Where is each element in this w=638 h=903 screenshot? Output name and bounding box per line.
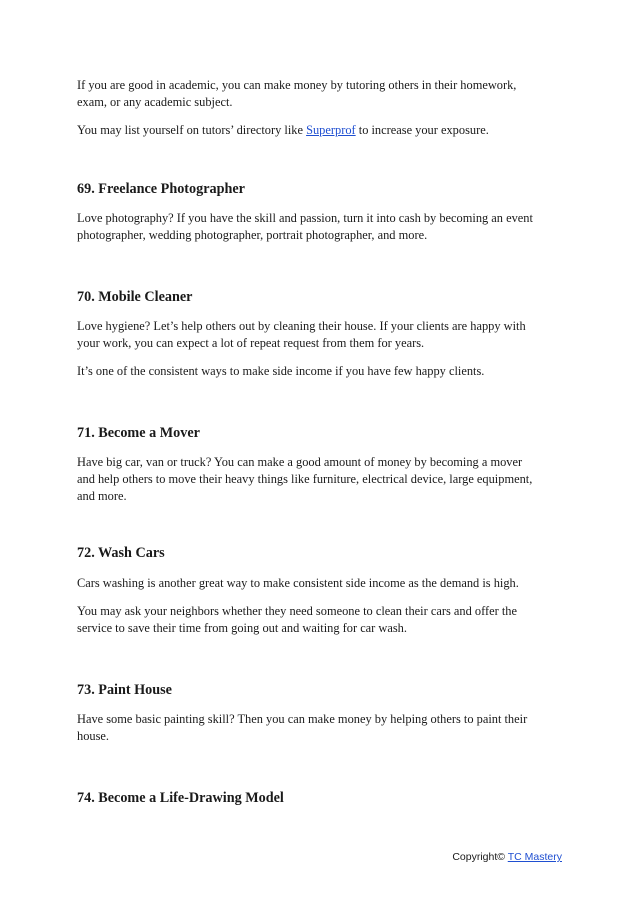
- section-70-line-1: Love hygiene? Let’s help others out by cleaning their house. If your clients are happy with: [77, 319, 526, 333]
- superprof-link[interactable]: Superprof: [306, 123, 356, 137]
- section-72-line-1: Cars washing is another great way to make consistent side income as the demand is high.: [77, 576, 519, 590]
- intro-text-before-link: You may list yourself on tutors’ directory like: [77, 123, 307, 137]
- intro-paragraph-2: [77, 122, 567, 139]
- section-heading-73: 73. Paint House: [77, 682, 172, 698]
- section-71-line-1: Have big car, van or truck? You can make a good amount of money by becoming a mover: [77, 455, 523, 469]
- page-footer: [452, 851, 562, 863]
- section-73-line-1: Have some basic painting skill? Then you can make money by helping others to paint their: [77, 712, 528, 726]
- copyright-text: Copyright©: [452, 851, 508, 863]
- section-heading-72: 72. Wash Cars: [77, 545, 165, 561]
- intro-paragraph-line-2: exam, or any academic subject.: [77, 95, 233, 109]
- section-72-line-2: You may ask your neighbors whether they need someone to clean their cars and offer the: [77, 604, 517, 618]
- section-heading-74: 74. Become a Life-Drawing Model: [77, 790, 284, 806]
- section-69-line-2: photographer, wedding photographer, portrait photographer, and more.: [77, 228, 428, 242]
- section-71-line-3: and more.: [77, 489, 127, 503]
- section-70-line-3: It’s one of the consistent ways to make side income if you have few happy clients.: [77, 364, 485, 378]
- section-heading-70: 70. Mobile Cleaner: [77, 289, 193, 305]
- section-69-line-1: Love photography? If you have the skill and passion, turn it into cash by becoming an event: [77, 211, 533, 225]
- section-70-line-2: your work, you can expect a lot of repeat request from them for years.: [77, 336, 425, 350]
- section-71-line-2: and help others to move their heavy things like furniture, electrical device, large equipment,: [77, 472, 533, 486]
- intro-paragraph-line-1: If you are good in academic, you can make money by tutoring others in their homework,: [77, 78, 517, 92]
- section-heading-71: 71. Become a Mover: [77, 425, 200, 441]
- tc-mastery-link[interactable]: TC Mastery: [507, 851, 562, 863]
- section-73-line-2: house.: [77, 729, 110, 743]
- intro-text-after-link: to increase your exposure.: [355, 123, 489, 137]
- section-heading-69: 69. Freelance Photographer: [77, 181, 245, 197]
- section-72-line-3: service to save their time from going out and waiting for car wash.: [77, 621, 407, 635]
